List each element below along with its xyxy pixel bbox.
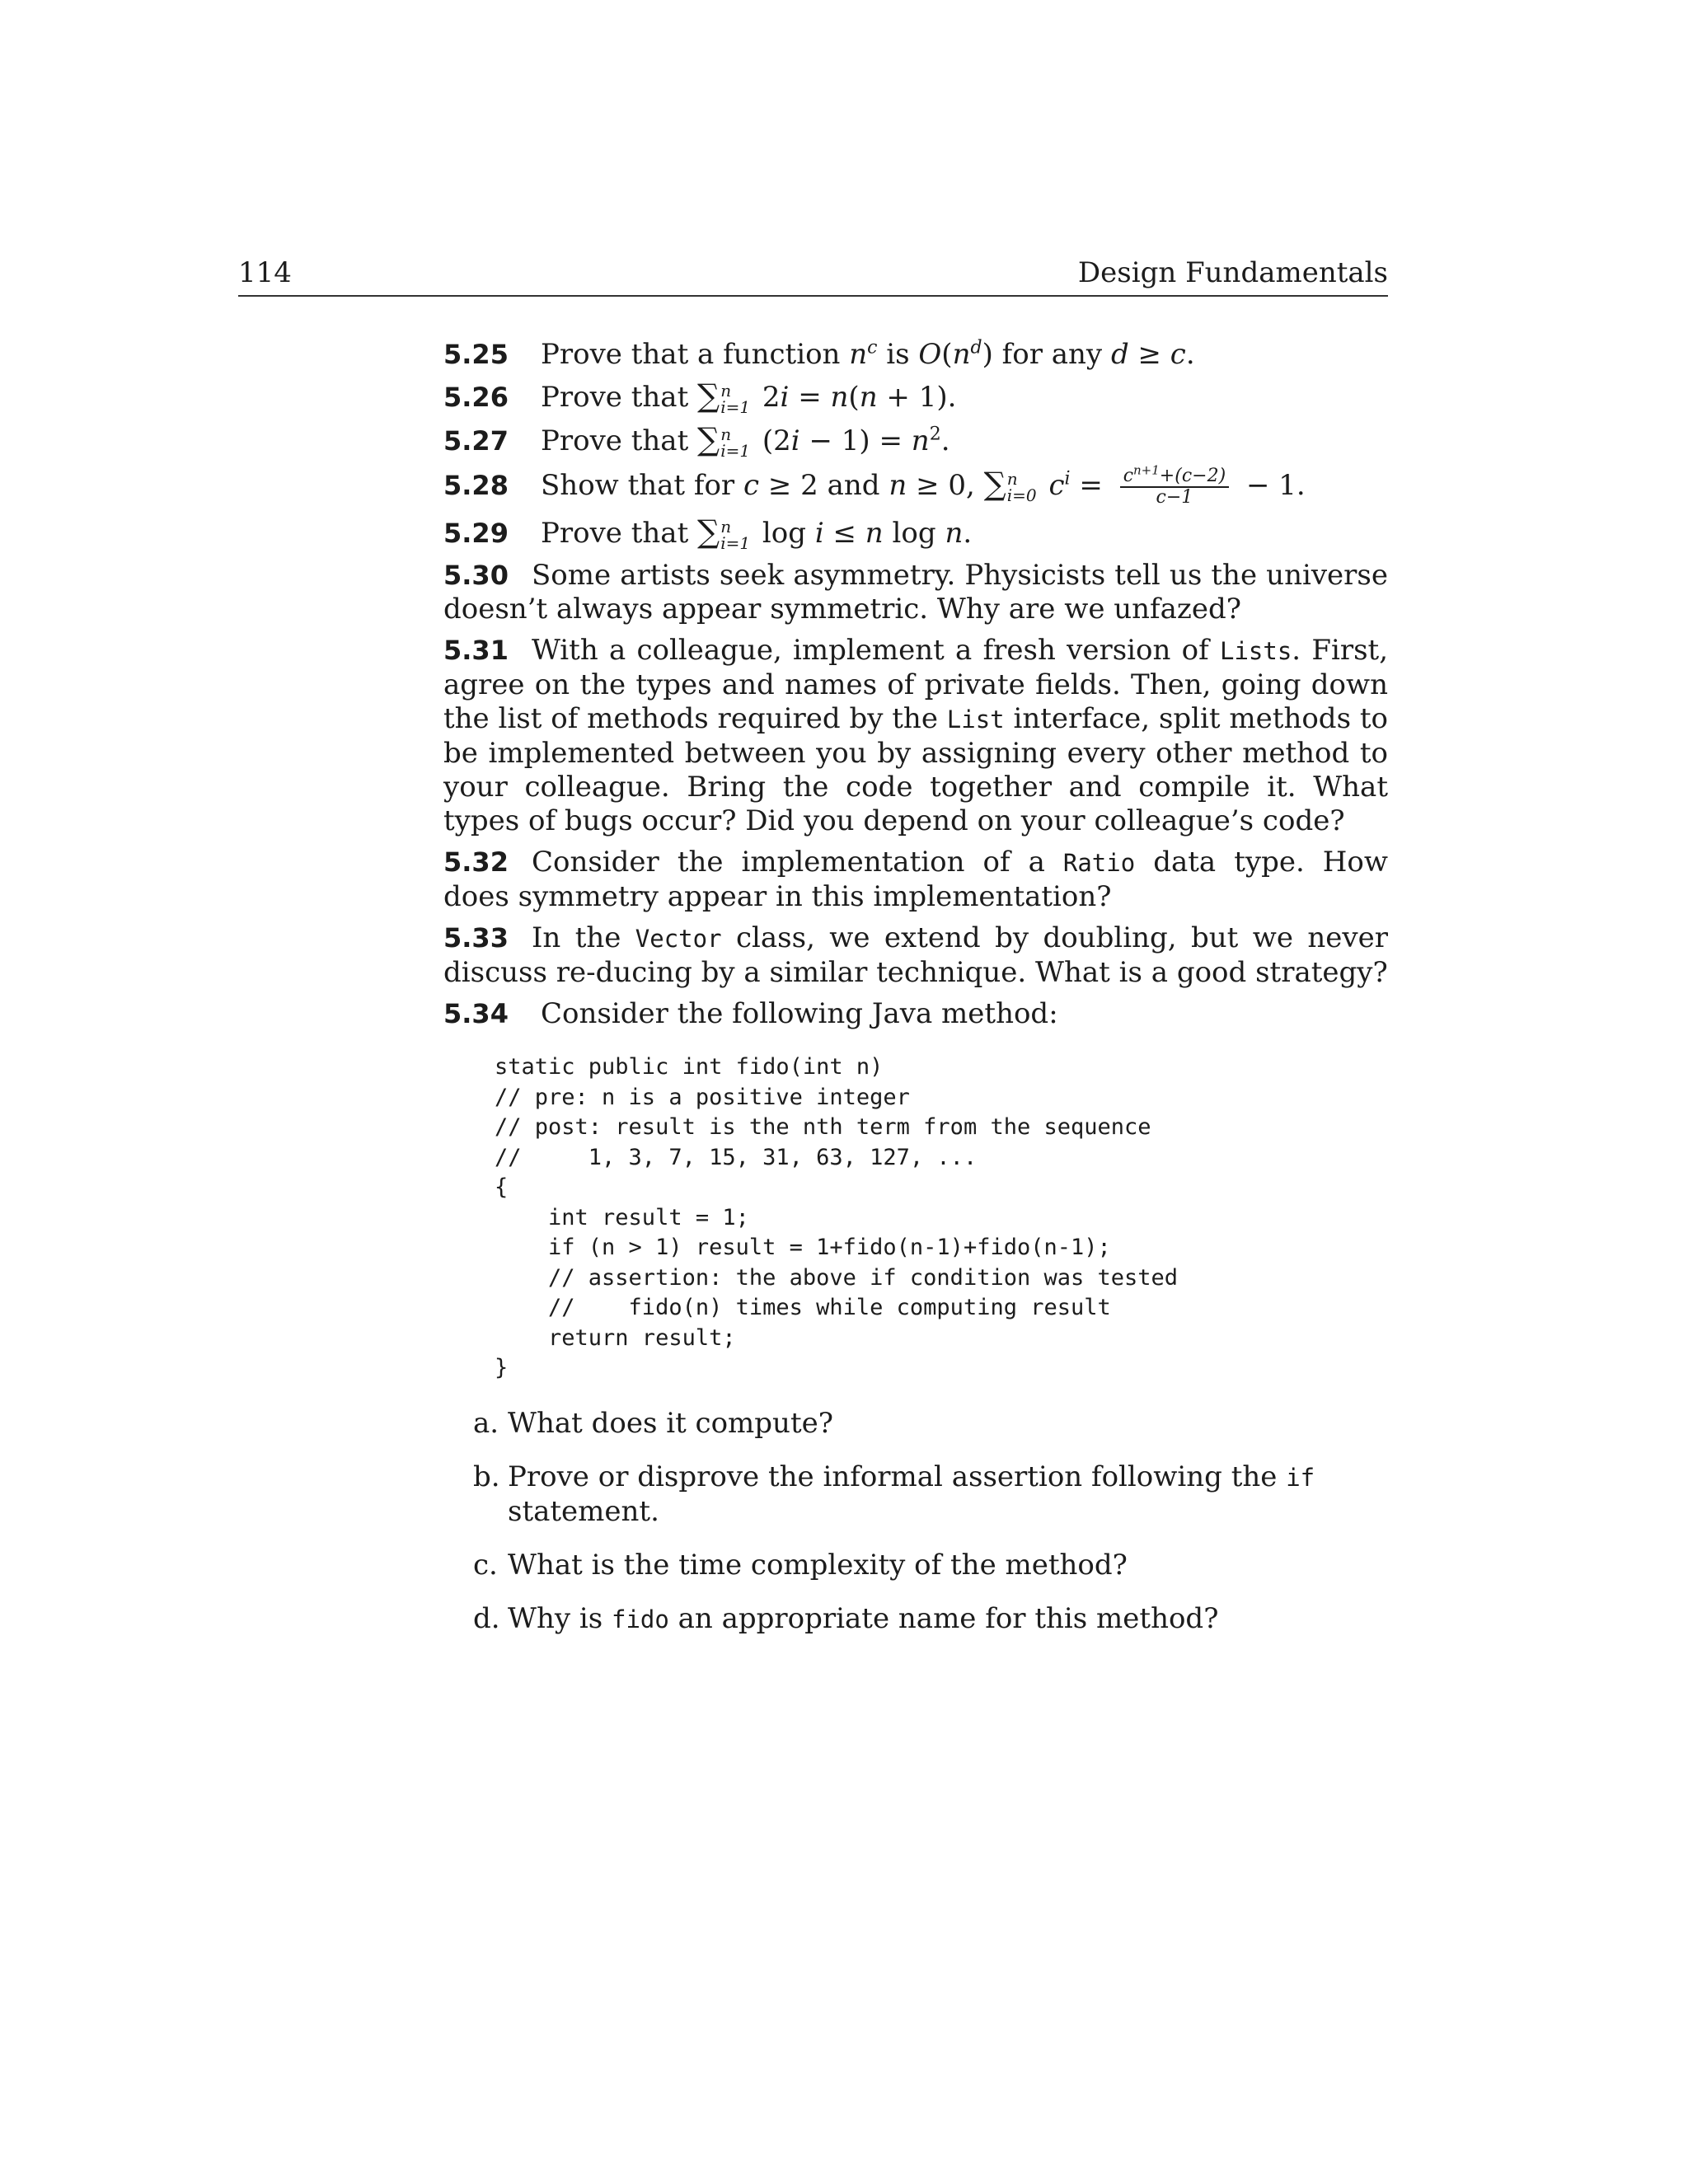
code-term: Ratio [1062,849,1136,877]
math-expression: ∑ n i=0 $c^i$ = $\frac{c^{n+1}+(c-2)}{c-1}$ − 1 [983,462,1296,508]
code-line: // pre: n is a positive integer [495,1084,910,1110]
part-text: What does it compute? [508,1406,833,1440]
running-title: Design Fundamentals [1077,256,1388,289]
code-line: return result; [495,1324,736,1351]
math-expression: ∑ n i=1 $(2i - 1) = n^2$ [697,421,941,461]
code-line: } [495,1355,509,1380]
exercise-text: Some artists seek asymmetry. Physicists tell us the universe doesn’t always appear symmetric. Why are we unfazed? [443,559,1388,626]
exercise-text: With a colleague, implement a fresh version of Lists. First, agree on the types and names of private fields. Then, going down the list of methods required by the List interface, split methods to be implemented between you by assigning every other method to your colleague. Bring the code together and compile it. What types of bugs occur? Did you depend on your colleague’s code? [443,634,1388,837]
code-term: fido [612,1605,669,1633]
exercise-text: Prove that ∑ n i=1 log i ≤ n log n. [541,513,973,553]
code-line: // assertion: the above if condition was tested [495,1264,1179,1291]
exercise-number: 5.26 [443,382,509,413]
math-expression: $n^c$ [849,337,878,371]
exercise-number: 5.25 [443,339,509,370]
exercise-text: Show that for c ≥ 2 and n ≥ 0, ∑ n i=0 $c^i$ = $\frac{c^{n+1}+(c-2)}{c-1}$ − 1. [541,462,1306,508]
exercise-5-32 [443,846,1388,914]
exercise-text: Consider the implementation of a Ratio data type. How does symmetry appear in this implementation? [443,846,1388,913]
exercise-5-33 [443,921,1388,990]
exercise-5-34 [443,997,1388,1031]
exercise-5-31 [443,634,1388,838]
math-expression: ∑ n i=1 log i ≤ n log n [697,513,964,553]
part-text: Prove or disprove the informal assertion following the if statement. [508,1460,1315,1528]
exercise-5-28 [443,462,1388,508]
code-line: // post: result is the nth term from the sequence [495,1114,1151,1140]
exercise-number: 5.28 [443,470,509,501]
part-letter: b. [473,1460,500,1493]
exercise-text: Consider the following Java method: [541,997,1058,1030]
exercise-number: 5.31 [443,635,509,666]
code-term: Vector [635,925,722,953]
exercise-text: Prove that a function $n^c$ is $O(n^d)$ for any d ≥ c. [541,337,1195,371]
exercise-number: 5.32 [443,846,509,878]
part-d [473,1602,1388,1637]
part-letter: d. [473,1601,500,1635]
part-letter: c. [473,1548,498,1582]
exercise-number: 5.30 [443,560,509,591]
part-text: What is the time complexity of the method? [508,1548,1128,1582]
exercise-5-27 [443,423,1388,459]
exercise-number: 5.27 [443,425,509,457]
exercise-number: 5.33 [443,922,509,954]
math-expression: c [743,469,760,502]
exercise-number: 5.29 [443,518,509,549]
exercise-5-30 [443,559,1388,626]
code-term: List [946,705,1005,733]
code-term: if [1286,1463,1315,1492]
exercise-parts [473,1407,1388,1637]
exercise-number: 5.34 [443,998,509,1029]
math-expression: ∑ n i=1 2i = n(n + 1) [697,377,948,417]
part-text: Why is fido an appropriate name for this method? [508,1601,1219,1635]
exercise-5-25 [443,338,1388,372]
exercise-5-29 [443,515,1388,551]
part-b [473,1460,1388,1529]
code-line: static public int fido(int n) [495,1054,884,1080]
exercise-list [443,338,1388,1657]
code-line: { [495,1174,509,1200]
part-letter: a. [473,1406,499,1440]
exercise-text: In the Vector class, we extend by doubling, but we never discuss re-ducing by a similar technique. What is a good strategy? [443,921,1388,989]
part-c [473,1549,1388,1582]
code-line: // fido(n) times while computing result [495,1295,1111,1320]
math-expression: O [918,338,942,371]
code-term: Lists [1219,637,1292,665]
math-expression: d ≥ c [1110,338,1186,371]
page-number: 114 [238,256,292,289]
page-header [238,254,1388,297]
exercise-text: Prove that ∑ n i=1 2i = n(n + 1). [541,377,957,417]
code-line: // 1, 3, 7, 15, 31, 63, 127, ... [495,1144,978,1170]
java-code-listing [495,1052,1388,1384]
code-line: if (n > 1) result = 1+fido(n-1)+fido(n-1); [495,1235,1111,1260]
code-line: int result = 1; [495,1204,749,1230]
exercise-5-26 [443,379,1388,415]
exercise-text: Prove that ∑ n i=1 $(2i - 1) = n^2$. [541,421,950,461]
part-a [473,1407,1388,1441]
